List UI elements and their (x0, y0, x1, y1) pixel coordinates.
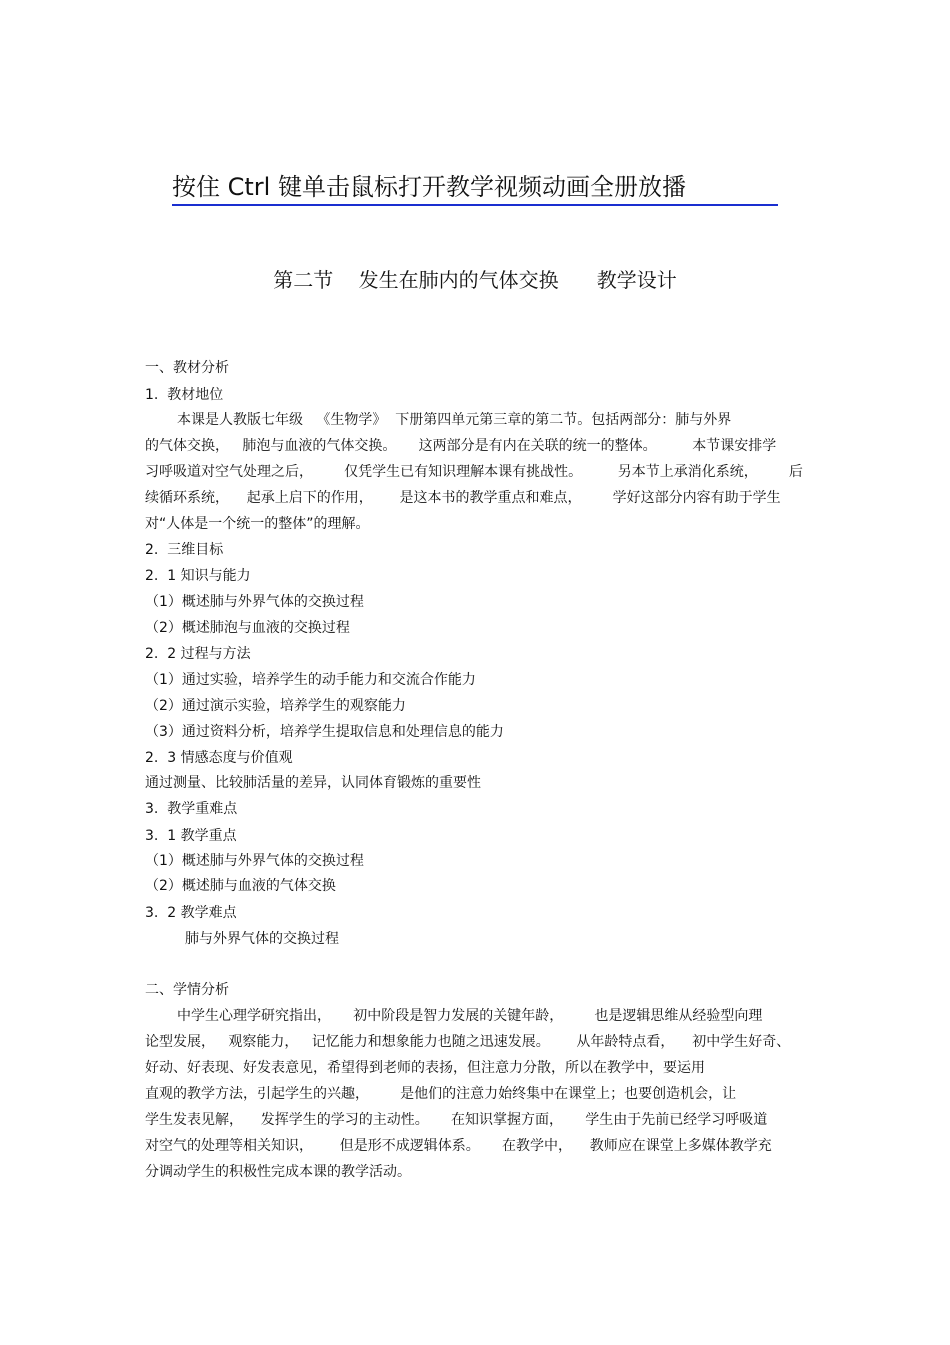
text-line: 论型发展， 观察能力， 记忆能力和想象能力也随之迅速发展。 从年龄特点看， 初中学生好奇、 (145, 1034, 791, 1050)
text-line: 2. 2 过程与方法 (145, 646, 251, 662)
text-line: 3. 1 教学重点 (145, 828, 237, 844)
text-line: 对空气的处理等相关知识， 但是形不成逻辑体系。 在教学中， 教师应在课堂上多媒体教学充 (145, 1138, 772, 1154)
text-line: （2）概述肺与血液的气体交换 (145, 878, 336, 894)
text-line: 分调动学生的积极性完成本课的教学活动。 (145, 1164, 411, 1180)
text-line: 习呼吸道对空气处理之后， 仅凭学生已有知识理解本课有挑战性。 另本节上承消化系统， 后 (145, 464, 803, 480)
text-line: 的气体交换， 肺泡与血液的气体交换。 这两部分是有内在关联的统一的整体。 本节课安排学 (145, 438, 777, 454)
text-line: 中学生心理学研究指出， 初中阶段是智力发展的关键年龄， 也是逻辑思维从经验型向理 (177, 1008, 763, 1024)
text-line: 3. 2 教学难点 (145, 905, 237, 921)
text-line: 对“人体是一个统一的整体”的理解。 (145, 516, 370, 532)
text-line: 一、教材分析 (145, 360, 229, 376)
document-title: 第二节 发生在肺内的气体交换 教学设计 (273, 268, 677, 292)
text-line: 2. 三维目标 (145, 542, 224, 558)
text-line: 肺与外界气体的交换过程 (185, 931, 339, 947)
text-line: （1）概述肺与外界气体的交换过程 (145, 594, 364, 610)
text-line: 通过测量、比较肺活量的差异，认同体育锻炼的重要性 (145, 775, 481, 791)
text-line: 2. 3 情感态度与价值观 (145, 750, 293, 766)
video-link[interactable]: 按住 Ctrl 键单击鼠标打开教学视频动画全册放播 (172, 172, 778, 206)
text-line: （3）通过资料分析，培养学生提取信息和处理信息的能力 (145, 724, 504, 740)
text-line: 二、学情分析 (145, 982, 229, 998)
text-line: 直观的教学方法，引起学生的兴趣， 是他们的注意力始终集中在课堂上；也要创造机会，让 (145, 1086, 737, 1102)
text-line: 1. 教材地位 (145, 387, 224, 403)
text-line: 2. 1 知识与能力 (145, 568, 251, 584)
text-line: 本课是人教版七年级 《生物学》 下册第四单元第三章的第二节。包括两部分：肺与外界 (177, 412, 732, 428)
text-line: （1）概述肺与外界气体的交换过程 (145, 853, 364, 869)
text-line: （2）通过演示实验，培养学生的观察能力 (145, 698, 406, 714)
text-line: （2）概述肺泡与血液的交换过程 (145, 620, 350, 636)
text-line: 好动、好表现、好发表意见，希望得到老师的表扬，但注意力分散，所以在教学中，要运用 (145, 1060, 705, 1076)
text-line: 续循环系统， 起承上启下的作用， 是这本书的教学重点和难点， 学好这部分内容有助于学生 (145, 490, 781, 506)
text-line: 学生发表见解， 发挥学生的学习的主动性。 在知识掌握方面， 学生由于先前已经学习呼吸道 (145, 1112, 768, 1128)
text-line: （1）通过实验，培养学生的动手能力和交流合作能力 (145, 672, 476, 688)
text-line: 3. 教学重难点 (145, 801, 238, 817)
